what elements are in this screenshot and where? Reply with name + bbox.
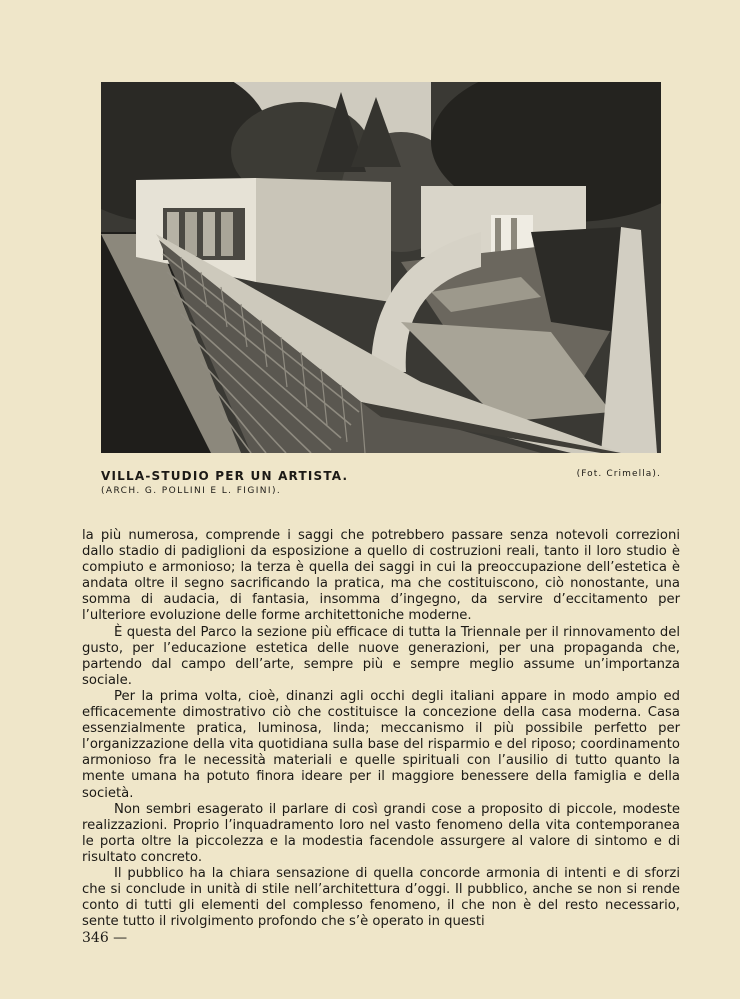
article-body [82, 528, 680, 930]
villa-photograph [101, 82, 661, 453]
paragraph: la più numerosa, comprende i saggi che potrebbero passare senza notevoli correzioni dallo stadio di padiglioni da esposizione a quello di costruzioni reali, tanto il loro studio è compiuto e armonioso; la terza è quella dei saggi in cui la preoccupazione dell’estetica è andata oltre il segno sacrificando la pratica, ma che costituiscono, ciò nonostante, una somma di audacia, di fantasia, insomma d’ingegno, da servire d’eccitamento per l’ulteriore evoluzione delle forme architettoniche moderne. [82, 528, 680, 624]
photo-caption [101, 469, 348, 499]
page-number: 346 — [82, 930, 128, 946]
villa-photo-illustration [101, 82, 661, 453]
paragraph: Il pubblico ha la chiara sensazione di quella concorde armonia di intenti e di sforzi che si conclude in unità di stile nell’architettura d’oggi. Il pubblico, anche se non si rende conto di tutti gli elementi del complesso fenomeno, il che non è del resto necessario, sente tutto il rivolgimento profondo che s’è operato in questi [82, 865, 680, 930]
paragraph: Non sembri esagerato il parlare di così grandi cose a proposito di piccole, modeste realizzazioni. Proprio l’inquadramento loro nel vasto fenomeno della vita contemporanea le porta oltre la piccolezza e la modestia facendole assurgere al valore di sintomo e di risultato concreto. [82, 801, 680, 865]
caption-title: VILLA-STUDIO PER UN ARTISTA. [101, 469, 349, 483]
photo-credit: (Fot. Crimella). [576, 469, 661, 479]
paragraph: Per la prima volta, cioè, dinanzi agli occhi degli italiani appare in modo ampio ed efficacemente dimostrativo ciò che costituisce la concezione della casa moderna. Casa essenzialmente pratica, luminosa, linda; meccanismo il più possibile perfetto per l’organizzazione della vita quotidiana sulla base del risparmio e del riposo; coordinamento armonioso fra le necessità materiali e quelle spirituali con l’ausilio di tutto quanto la mente umana ha potuto finora ideare per il maggiore benessere della famiglia e della società. [82, 688, 680, 801]
caption-architects: (ARCH. G. POLLINI E L. FIGINI). [101, 486, 282, 496]
paragraph: È questa del Parco la sezione più efficace di tutta la Triennale per il rinnovamento del gusto, per l’educazione estetica delle nuove generazioni, per una propaganda che, partendo dal campo dell’arte, sempre più e sempre meglio assume un’importanza sociale. [82, 624, 680, 688]
